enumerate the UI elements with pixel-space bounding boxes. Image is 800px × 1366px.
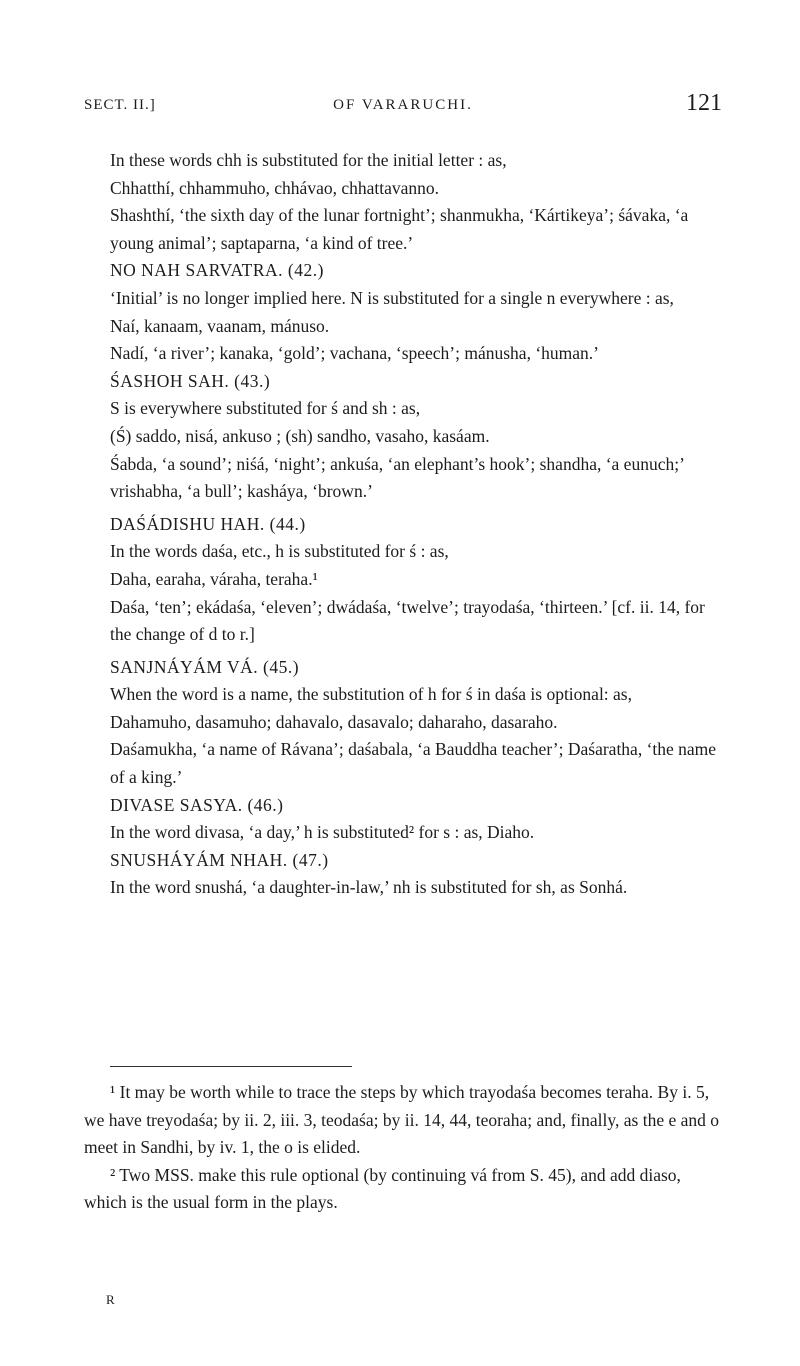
paragraph: In the words daśa, etc., h is substituted for ś : as, bbox=[110, 541, 449, 562]
example-line: Śabda, ‘a sound’; niśá, ‘night’; ankuśa, ‘an elephant’s hook’; shandha, ‘a eunuch;’ vrishabha, ‘a bull’; kasháya, ‘brown.’ bbox=[110, 453, 684, 502]
rule-heading: NO NAH SARVATRA. (42.) bbox=[110, 260, 324, 281]
paragraph: In the word divasa, ‘a day,’ h is substituted² for s : as, Diaho. bbox=[110, 822, 535, 843]
example-line: Nadí, ‘a river’; kanaka, ‘gold’; vachana, ‘speech’; mánusha, ‘human.’ bbox=[110, 343, 599, 364]
paragraph: In the word snushá, ‘a daughter-in-law,’ nh is substituted for sh, as Sonhá. bbox=[110, 877, 628, 898]
example-line: Daśa, ‘ten’; ekádaśa, ‘eleven’; dwádaśa, ‘twelve’; trayodaśa, ‘thirteen.’ [cf. ii. 14, for the change of d to r.] bbox=[110, 596, 705, 645]
example-line: Dahamuho, dasamuho; dahavalo, dasavalo; daharaho, dasaraho. bbox=[110, 711, 558, 732]
rule-heading: ŚASHOH SAH. (43.) bbox=[110, 370, 271, 391]
rule-heading: DIVASE SASYA. (46.) bbox=[110, 794, 284, 815]
example-line: Daśamukha, ‘a name of Rávana’; daśabala, ‘a Bauddha teacher’; Daśaratha, ‘the name of a king.’ bbox=[110, 739, 717, 788]
paragraph: When the word is a name, the substitution of h for ś in daśa is optional: as, bbox=[110, 684, 632, 705]
example-line: Chhatthí, chhammuho, chhávao, chhattavanno. bbox=[110, 177, 440, 198]
footnote-rule bbox=[110, 1066, 352, 1067]
body-text bbox=[84, 147, 720, 902]
section-label: SECT. II.] bbox=[84, 97, 156, 113]
footnotes bbox=[84, 1066, 720, 1217]
page-number: 121 bbox=[686, 90, 722, 116]
footnote: ² Two MSS. make this rule optional (by continuing vá from S. 45), and add diaso, which is the usual form in the plays. bbox=[84, 1164, 681, 1213]
paragraph: S is everywhere substituted for ś and sh : as, bbox=[110, 398, 421, 419]
example-line: Shashthí, ‘the sixth day of the lunar fortnight’; shanmukha, ‘Kártikeya’; śávaka, ‘a young animal’; saptaparna, ‘a kind of tree.’ bbox=[110, 205, 689, 253]
running-title: OF VARARUCHI. bbox=[333, 97, 473, 113]
paragraph: ‘Initial’ is no longer implied here. N is substituted for a single n everywhere : as, bbox=[110, 287, 674, 308]
rule-heading: SNUSHÁYÁM NHAH. (47.) bbox=[110, 849, 329, 870]
signature-mark: R bbox=[106, 1292, 116, 1307]
example-line: Naí, kanaam, vaanam, mánuso. bbox=[110, 315, 330, 336]
running-header bbox=[84, 90, 722, 119]
footnote: ¹ It may be worth while to trace the steps by which trayodaśa becomes teraha. By i. 5, we have treyodaśa; by ii. 2, iii. 3, teodaśa; by ii. 14, 44, teoraha; and, finally, as the e and o meet in Sandhi, by iv. 1, the o is elided. bbox=[84, 1082, 720, 1158]
example-line: Daha, earaha, váraha, teraha.¹ bbox=[110, 568, 318, 589]
example-line: (Ś) saddo, nisá, ankuso ; (sh) sandho, vasaho, kasáam. bbox=[110, 425, 490, 446]
rule-heading: SANJNÁYÁM VÁ. (45.) bbox=[110, 656, 300, 677]
paragraph: In these words chh is substituted for the initial letter : as, bbox=[110, 150, 507, 170]
rule-heading: DAŚÁDISHU HAH. (44.) bbox=[110, 513, 306, 534]
